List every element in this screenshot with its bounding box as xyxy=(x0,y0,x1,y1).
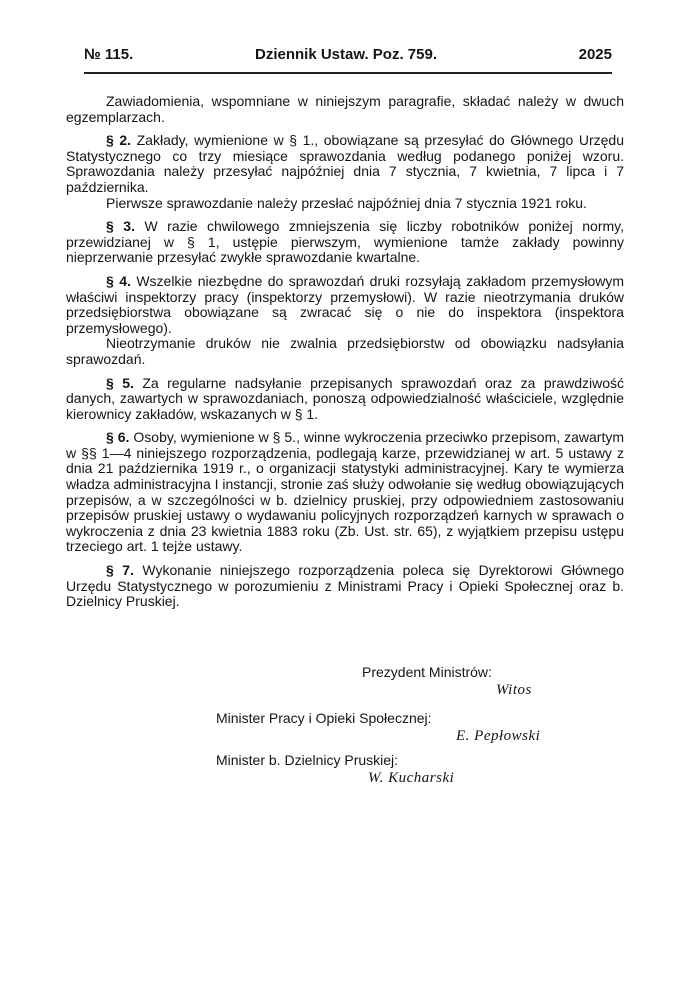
paragraph-forms-note xyxy=(66,336,624,367)
section-label: § 4. xyxy=(106,272,131,289)
signature-title-labour-minister: Minister Pracy i Opieki Społecznej: xyxy=(216,710,432,726)
paragraph-first-report xyxy=(66,196,624,212)
paragraph-text: Wykonanie niniejszego rozporządzenia poleca się Dyrektorowi Głównego Urzędu Statystycznego w porozumieniu z Ministrami Pracy i Opieki Społecznej oraz b. Dzielnicy Pruskiej. xyxy=(66,562,625,610)
signature-title-prime-minister: Prezydent Ministrów: xyxy=(362,664,492,680)
paragraph-text: Nieotrzymanie druków nie zwalnia przedsiębiorstw od obowiązku nadsyłania sprawozdań. xyxy=(66,335,624,367)
page-number: 2025 xyxy=(578,46,612,63)
paragraph-text: W razie chwilowego zmniejszenia się liczby robotników poniżej normy, przewidzianej w § 1, ustępie pierwszym, wymienione tamże zakłady powinny nieprzerwanie przesyłać zwykłe sprawozdanie kwartalne. xyxy=(66,218,624,266)
page-header xyxy=(84,42,612,68)
signature-name-labour-minister: E. Pepłowski xyxy=(456,728,541,744)
signature-title-prussian-minister: Minister b. Dzielnicy Pruskiej: xyxy=(216,752,399,768)
header-rule xyxy=(84,72,612,74)
section-label: § 3. xyxy=(106,218,135,235)
paragraph-text: Wszelkie niezbędne do sprawozdań druki rozsyłają zakładom przemysłowym właściwi inspektorzy pracy (inspektorzy przemysłowi). W razie nieotrzymania druków przedsiębiorstwa obowiązane są zwracać się o nie do inspektora (inspektora przemysłowego). xyxy=(66,272,624,336)
paragraph-section-2 xyxy=(66,133,624,195)
paragraph-text: Osoby, wymienione w § 5., winne wykroczenia przeciwko przepisom, zawartym w §§ 1—4 niniejszego rozporządzenia, podlegają karze, przewidzianej w art. 5 ustawy z dnia 21 października 1919 r., o organizacji statystyki administracyjnej. Kary te wymierza władza administracyjna I instancji, stronie zaś służy odwołanie się według obowiązujących przepisów, a w szczególności w b. dzielnicy pruskiej, przy odpowiedniem zastosowaniu przepisów pruskiej ustawy o wydawaniu policyjnych rozporządzeń karnych w sprawach o wykroczenia z dnia 23 kwietnia 1883 roku (Zb. Ust. str. 65), z wyjątkiem przepisu ustępu trzeciego art. 1 tejże ustawy. xyxy=(66,429,625,555)
paragraph-text: Zakłady, wymienione w § 1., obowiązane są przesyłać do Głównego Urzędu Statystycznego co trzy miesiące sprawozdania według podanego poniżej wzoru. Sprawozdania należy przesyłać najpóźniej dnia 7 stycznia, 7 kwietnia, 7 lipca i 7 października. xyxy=(66,132,624,195)
paragraph-text: Pierwsze sprawozdanie należy przesłać najpóźniej dnia 7 stycznia 1921 roku. xyxy=(106,194,587,211)
paragraph-text: Zawiadomienia, wspomniane w niniejszym paragrafie, składać należy w dwuch egzemplarzach. xyxy=(66,93,624,125)
issue-number: № 115. xyxy=(84,46,134,63)
section-label: § 5. xyxy=(106,374,134,391)
journal-title: Dziennik Ustaw. Poz. 759. xyxy=(255,46,437,63)
paragraph-section-3 xyxy=(66,219,624,266)
section-label: § 6. xyxy=(106,429,130,446)
paragraph-notices xyxy=(66,94,624,125)
paragraph-section-7 xyxy=(66,563,624,610)
signature-name-prime-minister: Witos xyxy=(496,682,532,698)
paragraph-section-6 xyxy=(66,430,624,555)
paragraph-text: Za regularne nadsyłanie przepisanych sprawozdań oraz za prawdziwość danych, zawartych w sprawozdaniach, ponoszą odpowiedzialność właściciele, względnie kierownicy zakładów, wskazanych w § 1. xyxy=(66,374,625,422)
paragraph-section-5 xyxy=(66,376,624,423)
signature-name-prussian-minister: W. Kucharski xyxy=(368,770,455,786)
paragraph-section-4 xyxy=(66,274,624,336)
document-body xyxy=(66,94,624,610)
section-label: § 7. xyxy=(106,562,134,579)
section-label: § 2. xyxy=(106,132,132,149)
